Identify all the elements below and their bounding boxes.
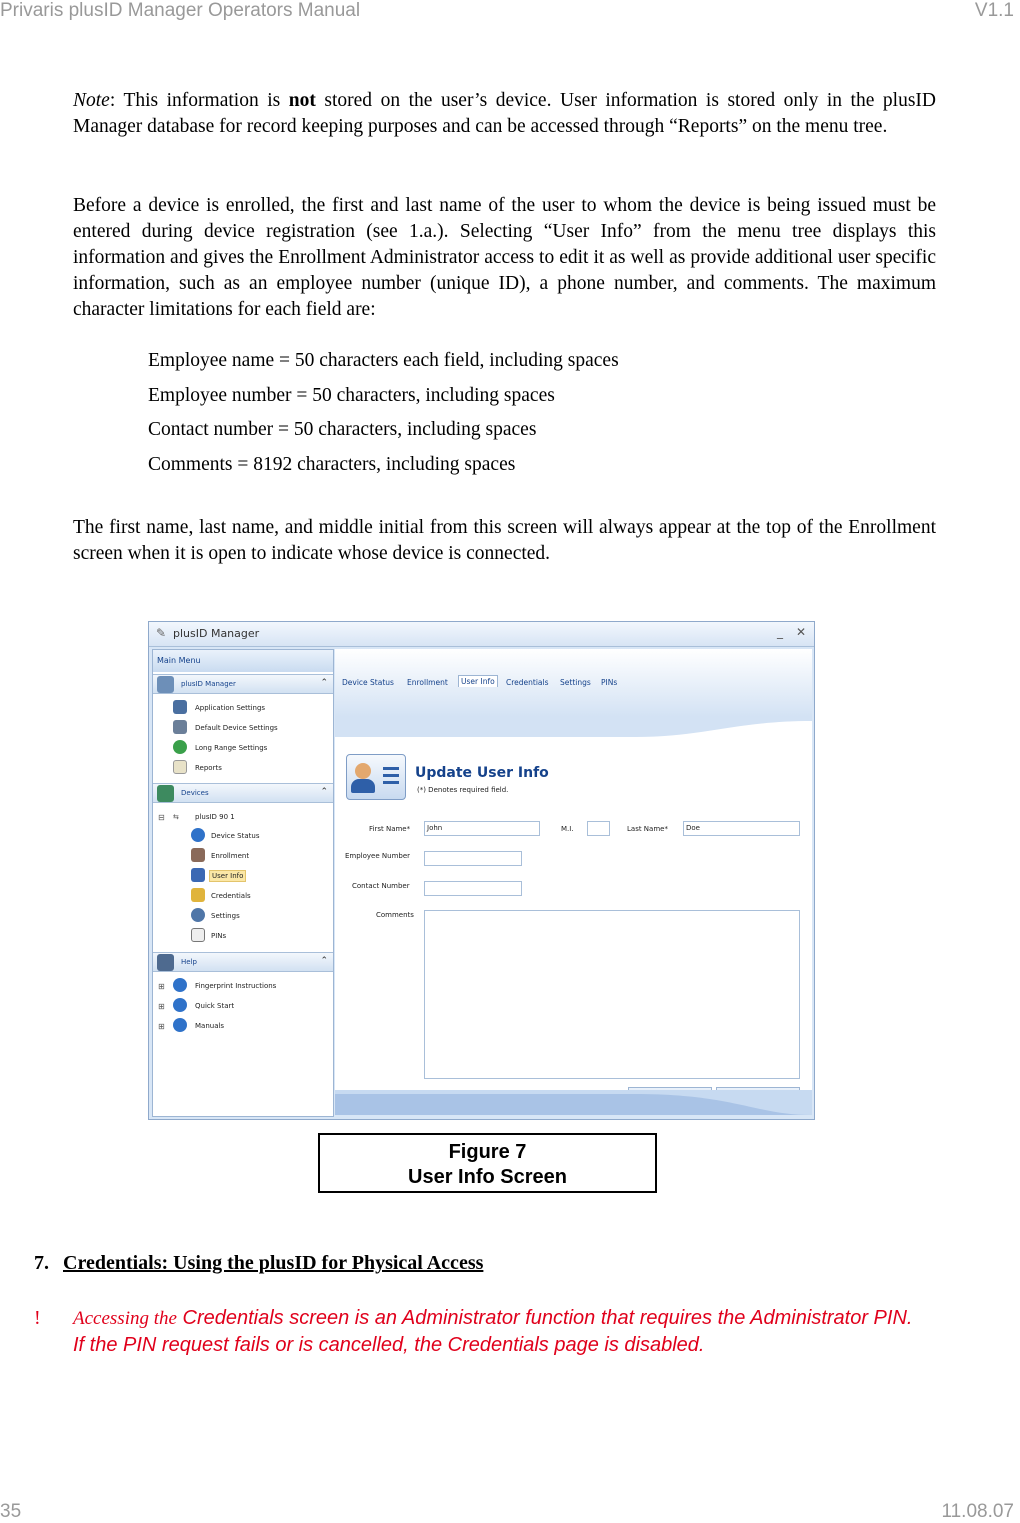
employee-number-label: Employee Number [345,852,411,860]
limit-employee-name: Employee name = 50 characters each field, including spaces [148,350,619,371]
tab-credentials[interactable]: Credentials [506,678,549,687]
device-node[interactable]: plusID 90 1 [195,813,235,821]
tree-expand-icon[interactable]: ⊞ [158,982,165,991]
menu-device-status[interactable]: Device Status [211,832,260,840]
tab-settings[interactable]: Settings [560,678,591,687]
closing-paragraph: The first name, last name, and middle initial from this screen will always appear at the top of the Enrollment screen when it is open to indicate whose device is connected. [73,517,936,564]
menu-manuals[interactable]: Manuals [195,1022,225,1030]
first-name-input[interactable]: John [424,821,540,836]
enrollment-icon [191,848,205,862]
manager-section-icon [157,676,174,693]
menu-long-range-settings[interactable]: Long Range Settings [195,744,268,752]
application-settings-icon [173,700,187,714]
close-icon[interactable]: ✕ [796,625,807,639]
collapse-chevron-icon[interactable]: ⌃ [320,787,328,797]
form-subtitle: (*) Denotes required field. [417,786,509,794]
plusid-manager-window [148,621,815,1120]
warning-icon: ! [34,1307,41,1329]
figure-caption [318,1133,657,1193]
main-menu-header: Main Menu [153,650,333,672]
section-label: Help [181,958,197,966]
running-header-version: V1.1 [974,0,1014,21]
note-bold: not [288,90,316,111]
employee-number-input[interactable] [424,851,522,866]
menu-fingerprint-instructions[interactable]: Fingerprint Instructions [195,982,277,990]
warning-lead: Accessing the [73,1308,177,1329]
running-header-title: Privaris plusID Manager Operators Manual [0,0,361,21]
section-title: Credentials: Using the plusID for Physical Access [63,1252,484,1274]
app-icon: ✎ [156,626,167,640]
menu-reports[interactable]: Reports [195,764,222,772]
last-name-input[interactable]: Doe [683,821,800,836]
menu-credentials[interactable]: Credentials [211,892,251,900]
section-heading [34,1252,483,1275]
window-title: plusID Manager [173,627,260,640]
default-device-settings-icon [173,720,187,734]
help-section-icon [157,954,174,971]
device-status-icon [191,828,205,842]
limit-employee-number: Employee number = 50 characters, including spaces [148,385,555,406]
contact-number-input[interactable] [424,881,522,896]
menu-enrollment[interactable]: Enrollment [211,852,250,860]
help-question-icon [173,978,187,992]
menu-default-device-settings[interactable]: Default Device Settings [195,724,278,732]
tree-collapse-icon[interactable]: ⊟ [158,813,165,822]
header-wave [335,717,812,747]
user-info-panel [335,717,812,1090]
tab-device-status[interactable]: Device Status [342,678,394,687]
comments-textarea[interactable] [424,910,800,1079]
settings-gear-icon [191,908,205,922]
first-name-label: First Name* [369,825,411,833]
tab-pins[interactable]: PINs [601,678,618,687]
section-help[interactable] [153,952,333,972]
note-label: Note [73,90,110,111]
footer-date: 11.08.07 [941,1501,1014,1522]
note-text-2: stored on the user’s device. User information is stored only in the plusID Manager database for record keeping purposes and can be accessed through “Reports” on the menu tree. [73,90,936,137]
menu-settings[interactable]: Settings [211,912,240,920]
comments-label: Comments [376,911,414,919]
tree-expand-icon[interactable]: ⊞ [158,1022,165,1031]
menu-pins[interactable]: PINs [211,932,227,940]
collapse-chevron-icon[interactable]: ⌃ [320,956,328,966]
minimize-icon[interactable]: _ [777,625,783,639]
main-content [335,649,812,1115]
warning-body: Credentials screen is an Administrator function that requires the Administrator PIN. If the PIN request fails or is cancelled, the Credentials page is disabled. [73,1307,913,1356]
long-range-settings-icon [173,740,187,754]
tab-enrollment[interactable]: Enrollment [407,678,448,687]
window-titlebar [149,622,814,647]
limit-contact-number: Contact number = 50 characters, including spaces [148,419,537,440]
figure-number: Figure 7 [448,1141,527,1163]
pins-keypad-icon [191,928,205,942]
mi-label: M.I. [561,825,574,833]
reports-icon [173,760,187,774]
section-plusid-manager[interactable] [153,674,333,694]
help-question-icon [173,998,187,1012]
credentials-lock-icon [191,888,205,902]
tab-user-info[interactable]: User Info [458,675,498,687]
tree-expand-icon[interactable]: ⊞ [158,1002,165,1011]
section-number: 7. [34,1252,49,1274]
collapse-chevron-icon[interactable]: ⌃ [320,678,328,688]
section-devices[interactable] [153,783,333,803]
devices-section-icon [157,785,174,802]
help-question-icon [173,1018,187,1032]
usb-icon: ⇆ [173,813,179,821]
section-label: Devices [181,789,209,797]
intro-paragraph: Before a device is enrolled, the first and last name of the user to whom the device is being issued must be entered during device registration (see 1.a.). Selecting “User Info” from the menu tree displays this information and gives the Enrollment Administrator access to edit it as well as provide additional user specific information, such as an employee number (unique ID), a phone number, and comments. The maximum character limitations for each field are: [73,195,936,320]
section-label: plusID Manager [181,680,236,688]
form-title: Update User Info [415,765,549,781]
menu-quick-start[interactable]: Quick Start [195,1002,235,1010]
page-number: 35 [0,1501,22,1522]
note-paragraph [73,88,936,140]
middle-initial-input[interactable] [587,821,610,836]
contact-number-label: Contact Number [352,882,410,890]
menu-user-info[interactable]: User Info [209,870,246,882]
menu-application-settings[interactable]: Application Settings [195,704,266,712]
warning-text [73,1305,923,1358]
last-name-label: Last Name* [627,825,668,833]
user-info-icon [191,868,205,882]
footer-wave [335,1090,812,1115]
tab-bar [335,649,812,717]
user-card-icon [346,754,406,800]
main-menu-sidebar [152,649,334,1117]
figure-title: User Info Screen [408,1166,567,1188]
note-text-1: : This information is [109,90,289,111]
limit-comments: Comments = 8192 characters, including spaces [148,454,516,475]
